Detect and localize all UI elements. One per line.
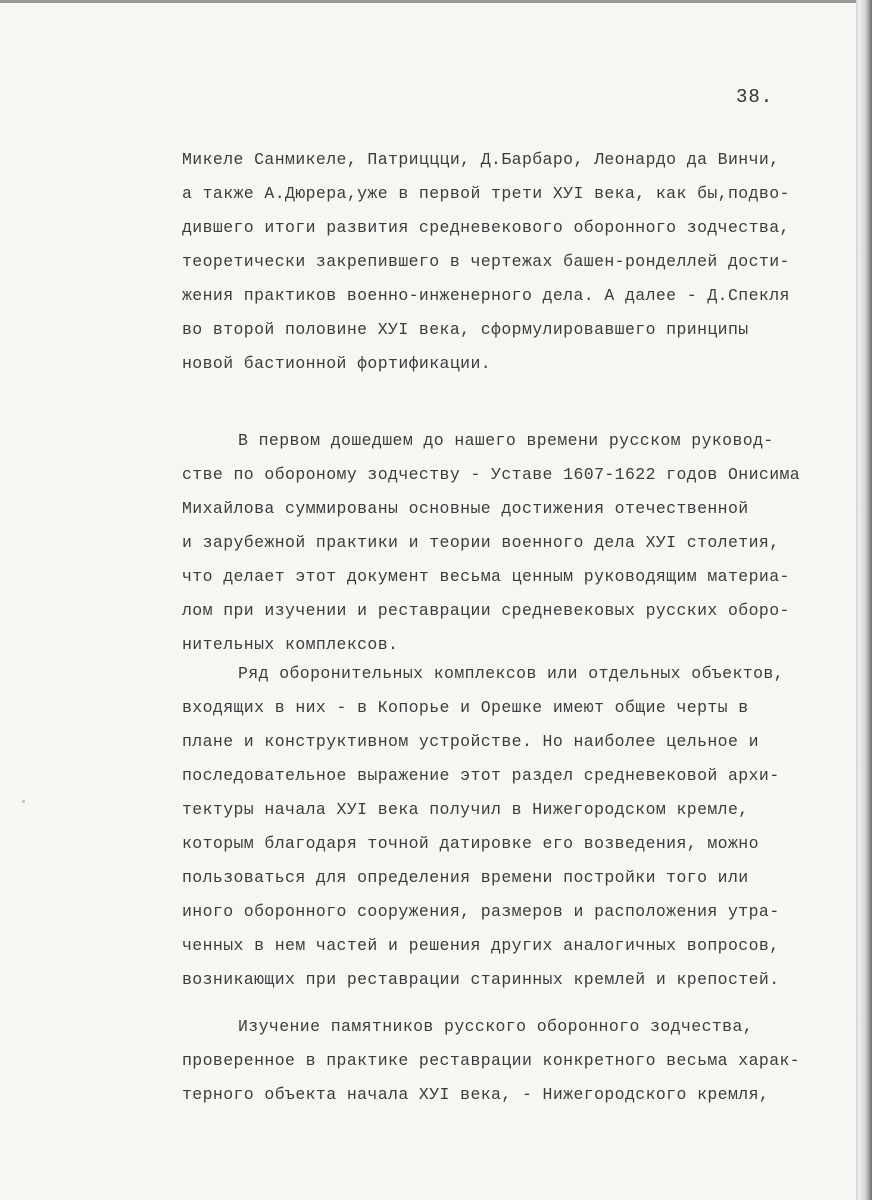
- ink-smudge: [22, 800, 25, 803]
- text-line: терного объекта начала XУI века, - Нижегородского кремля,: [182, 1085, 770, 1104]
- page-top-edge: [0, 0, 872, 3]
- text-line: плане и конструктивном устройстве. Но наиболее цельное и: [182, 732, 759, 751]
- text-line: тектуры начала XУI века получил в Нижегородском кремле,: [182, 800, 749, 819]
- text-line: иного оборонного сооружения, размеров и расположения утра-: [182, 902, 780, 921]
- text-line: Ряд оборонительных комплексов или отдельных объектов,: [238, 664, 784, 683]
- paragraph-1: [182, 143, 832, 381]
- text-line: Микеле Санмикеле, Патриццци, Д.Барбаро, Леонардо да Винчи,: [182, 150, 780, 169]
- text-line: что делает этот документ весьма ценным руководящим материа-: [182, 567, 790, 586]
- text-line: которым благодаря точной датировке его возведения, можно: [182, 834, 759, 853]
- text-line: и зарубежной практики и теории военного дела XУI столетия,: [182, 533, 780, 552]
- text-line: а также А.Дюрера,уже в первой трети XУI века, как бы,подво-: [182, 184, 790, 203]
- page-right-edge-shadow: [858, 0, 872, 1200]
- text-line: возникающих при реставрации старинных кремлей и крепостей.: [182, 970, 780, 989]
- text-line: пользоваться для определения времени постройки того или: [182, 868, 749, 887]
- text-line: новой бастионной фортификации.: [182, 354, 492, 373]
- text-line: последовательное выражение этот раздел средневековой архи-: [182, 766, 780, 785]
- text-line: В первом дошедшем до нашего времени русском руковод-: [238, 431, 774, 450]
- text-line: ченных в нем частей и решения других аналогичных вопросов,: [182, 936, 780, 955]
- paragraph-3: [182, 657, 832, 997]
- text-line: Михайлова суммированы основные достижения отечественной: [182, 499, 749, 518]
- paragraph-4: [182, 1010, 832, 1112]
- text-line: лом при изучении и реставрации средневековых русских оборо-: [182, 601, 790, 620]
- paragraph-2: [182, 424, 832, 662]
- text-line: стве по обороному зодчеству - Уставе 1607-1622 годов Онисима: [182, 465, 801, 484]
- text-line: жения практиков военно-инженерного дела. А далее - Д.Спекля: [182, 286, 790, 305]
- text-line: дившего итоги развития средневекового оборонного зодчества,: [182, 218, 790, 237]
- text-line: проверенное в практике реставрации конкретного весьма харак-: [182, 1051, 801, 1070]
- text-line: входящих в них - в Копорье и Орешке имеют общие черты в: [182, 698, 749, 717]
- text-line: во второй половине XУI века, сформулировавшего принципы: [182, 320, 749, 339]
- text-line: нительных комплексов.: [182, 635, 399, 654]
- text-line: теоретически закрепившего в чертежах башен-ронделлей дости-: [182, 252, 790, 271]
- text-line: Изучение памятников русского оборонного зодчества,: [238, 1017, 754, 1036]
- page-number: 38.: [736, 86, 774, 108]
